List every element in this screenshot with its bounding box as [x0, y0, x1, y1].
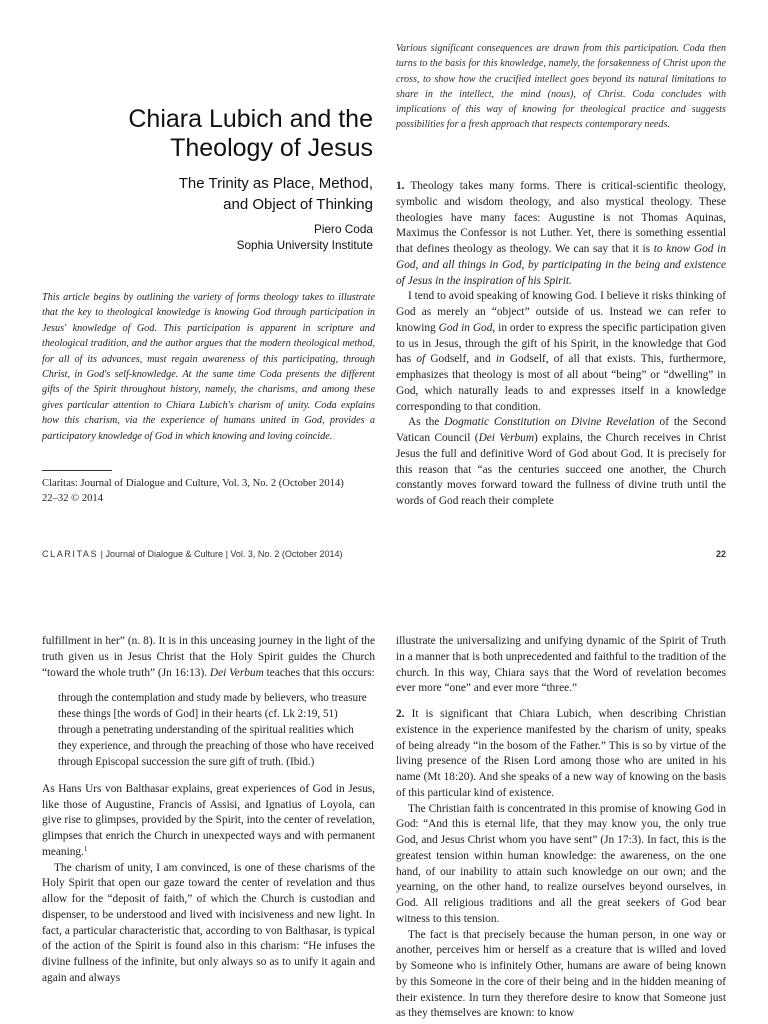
- text-run: Theology takes many forms. There is critical-scientific theology, symbolic and wisdom theology, and also mystical theology. These theologies have many faces: Augustine is not Thomas Aquinas, Maximus the Confessor is not Luther. Yet, there is something essential that defines theology as theology. We can say that it is: [396, 180, 726, 255]
- section-2-paragraph-1: [396, 707, 726, 802]
- text-run: , in order to express the specific participation given to us in Jesus, through the gift of his Spirit, in the knowledge that God has: [396, 321, 726, 366]
- journal-citation: [42, 476, 375, 506]
- citation-line-1: Claritas: Journal of Dialogue and Culture, Vol. 3, No. 2 (October 2014): [42, 478, 344, 489]
- author-name: Piero Coda: [313, 222, 373, 236]
- document-title: Dei Verbum: [209, 666, 264, 679]
- section-break: [396, 697, 726, 707]
- paragraph: The charism of unity, I am convinced, is one of these charisms of the Holy Spirit that open our gaze toward the center of revelation and thus allow for the “deposit of faith,” of which the Church is custodian and dispenser, to be understood and lived with incisiveness and new light. In fact, a particular characteristic that, according to von Balthasar, is typical of the action of the Spirit is found also in this charism: “He infuses the divine fullness of the infinite, but only always so as to unify it again and again and always: [42, 861, 375, 984]
- section-number: 1.: [396, 180, 405, 192]
- emphasis: to know God in God, and all things in God, by participating in the being and existence of Jesus in the inspiration of his Spirit.: [396, 243, 727, 287]
- article-title: [73, 105, 373, 163]
- text-run: As the: [408, 416, 445, 429]
- section-1-paragraph-3: [396, 415, 726, 510]
- author-institution: Sophia University Institute: [236, 237, 373, 252]
- text-run: Godself, and: [425, 353, 496, 366]
- title-line-1: Chiara Lubich and the: [128, 105, 373, 133]
- footer-journal-name: CLARITAS: [42, 549, 99, 559]
- article-subtitle: [73, 173, 373, 215]
- document-title: Dei Verbum: [478, 432, 535, 444]
- abstract-continuation: Various significant consequences are drawn from this participation. Coda then turns to the basis for this knowledge, namely, the forsakenness of Christ upon the cross, to show how the crucified intellect goes beyond its natural limitations to share in the intellect, the mind (nous), of Christ. Coda concludes with implications of this way of knowing for theological practice and suggests possibilities for a fresh approach that respects contemporary needs.: [396, 43, 726, 131]
- text-run: It is significant that Chiara Lubich, when describing Christian existence in the experience manifested by the charism of unity, speaks of being already “in the bosom of the Father.” This is so by virtue of the living presence of the Risen Lord among those who are united in his name (Mt 18:20). And she speaks of a new way of knowing on the basis of this particular kind of existence.: [396, 708, 726, 799]
- emphasis: of: [416, 353, 426, 366]
- text-run: As Hans Urs von Balthasar explains, great experiences of God in Jesus, like those of Augustine, Francis of Assisi, and Ignatius of Loyola, can give rise to glimpses, provided by the Spirit, into the center of revelation, glimpses that enrich the Church in unexpected ways and with permanent meaning.: [42, 782, 375, 858]
- paragraph: [42, 782, 375, 861]
- subtitle-line-2: and Object of Thinking: [223, 196, 373, 213]
- section-2-paragraph-2: The Christian faith is concentrated in this promise of knowing God in God: “And this is eternal life, that they may know you, the only true God, and Jesus Christ whom you have sent” (Jn 17:3). In fact, this is the greatest tension within human knowledge: the awareness, on the one hand, of our inability to attain such knowledge on our own; and the yearning, on the other hand, to realize ourselves beyond ourselves, in God. All religious traditions and all the great seekers of God bear witness to this tension.: [396, 802, 726, 925]
- section-1-paragraph-1: [396, 179, 726, 289]
- section-number: 2.: [396, 708, 405, 720]
- citation-line-2: 22–32 © 2014: [42, 493, 104, 504]
- running-footer: [42, 547, 726, 561]
- subtitle-line-1: The Trinity as Place, Method,: [178, 175, 373, 192]
- text-run: fulfillment in her” (n. 8). It is in this unceasing journey in the light of the truth given us in Jesus Christ that the Holy Spirit guides the Church “toward the whole truth” (Jn 16:13).: [42, 635, 375, 679]
- author-block: [73, 222, 373, 253]
- text-run: ) explains, the Church receives in Christ Jesus the full and definitive Word of God about God. It is precisely for this reason that “as the centuries succeed one another, the Church constantly moves forward toward the fullness of divine truth until the words of God reach their complete: [396, 432, 726, 507]
- block-quote: through the contemplation and study made by believers, who treasure these things [the words of God] in their hearts (cf. Lk 2:19, 51) through a penetrating understanding of the spiritual realities which they experience, and through the preaching of those who have received through Episcopal succession the sure gift of truth. (Ibid.): [58, 692, 374, 768]
- footnote-reference[interactable]: 1: [83, 844, 88, 853]
- body-column-left: [42, 634, 375, 987]
- emphasis: in: [495, 353, 505, 366]
- page-number: 22: [715, 549, 726, 559]
- title-line-2: Theology of Jesus: [170, 134, 373, 162]
- paragraph: [42, 634, 375, 681]
- emphasis: God in God: [438, 321, 493, 334]
- citation-divider: [42, 470, 112, 471]
- paragraph: illustrate the universalizing and unifying dynamic of the Spirit of Truth in a manner that is both unprecedented and faithful to the tradition of the church. In this way, Chiara says that the Word of revelation becomes ever more “one” and ever more “three.”: [396, 635, 726, 695]
- section-1-paragraph-2: [396, 289, 726, 415]
- text-run: I tend to avoid speaking of knowing God. I believe it risks thinking of God as merely an “object” outside of us. Instead we can refer to knowing: [396, 290, 726, 334]
- abstract: This article begins by outlining the variety of forms theology takes to illustrate that the key to theological knowledge is knowing God through participation in Jesus' knowledge of God. This participation is apparent in scripture and theological tradition, and the author argues that the modern theological method, for all of its advances, must regain awareness of this participating, through Christ, in God's self-knowledge. At the same time Coda presents the different gifts of the Spirit throughout history, namely, the charisms, and among these gives particular attention to Chiara Lubich's charism of unity. Coda explains how this charism, via the experience of humans united in God, provides a participatory knowledge of God in which knowing and loving coincide.: [42, 292, 375, 442]
- text-run: Godself, of all that exists. This, furthermore, emphasizes that theology is most of all about “being” or “dwelling” in God, which naturally leads to and expresses itself in a knowledge corresponding to that condition.: [396, 353, 726, 413]
- section-2-paragraph-3: The fact is that precisely because the human person, in one way or another, perceives him or herself as a creature that is willed and loved by Someone who is infinitely Other, humans are aware of being known by this Someone in the core of their being and in the hidden meaning of their existence. In turn they therefore desire to know that Someone just as they themselves are known: to know: [396, 928, 726, 1020]
- text-run: teaches that this occurs:: [263, 666, 375, 679]
- text-run: of the Second Vatican Council (: [396, 416, 727, 444]
- document-title: Dogmatic Constitution on Divine Revelation: [444, 416, 655, 429]
- body-column-right: [396, 179, 726, 510]
- footer-issue-info: | Journal of Dialogue & Culture | Vol. 3, No. 2 (October 2014): [98, 549, 343, 559]
- page-gap: [0, 574, 768, 630]
- body-column-right-p2: [396, 634, 726, 1022]
